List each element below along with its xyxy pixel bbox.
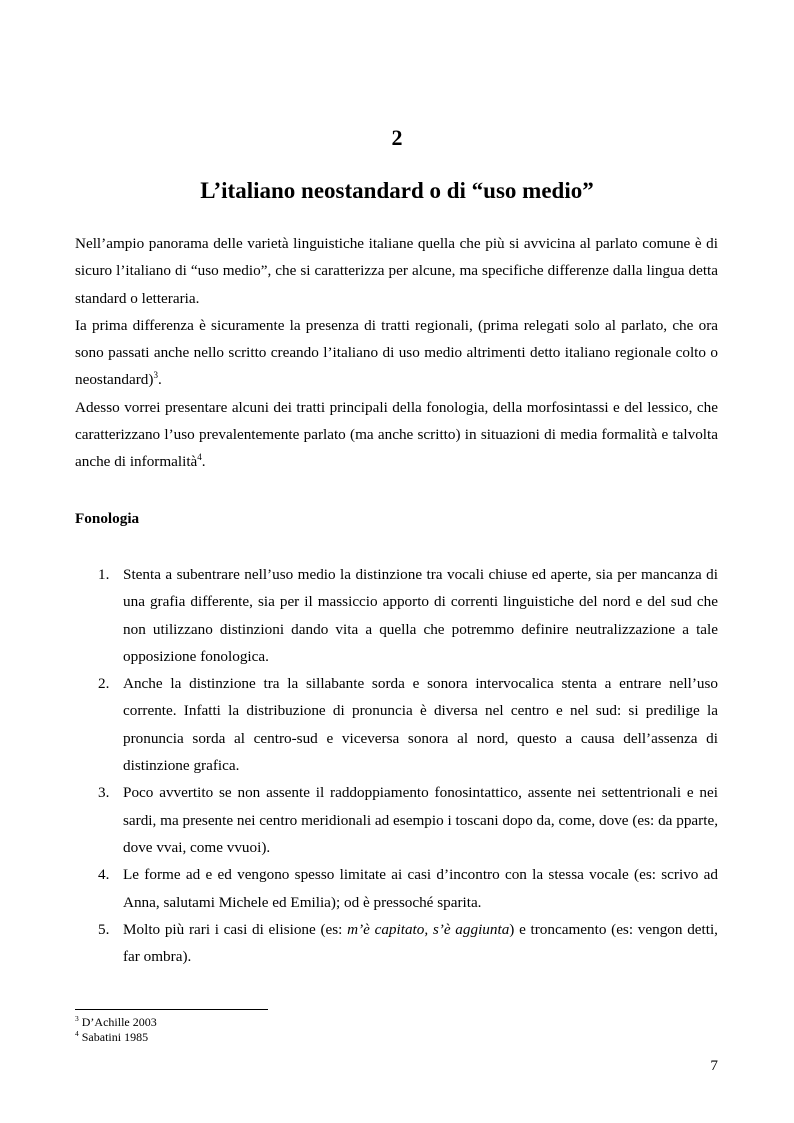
footnote-ref-3: 3 <box>153 370 158 381</box>
list-item-number: 1. <box>98 566 110 583</box>
page-number: 7 <box>710 1057 718 1074</box>
intro-paragraph-3-text: Adesso vorrei presentare alcuni dei tratti principali della fonologia, della morfosintassi e del lessico, che caratterizzano l’uso prevalentemente parlato (ma anche scritto) in situazioni di media formalità e talvolta anche di informalità <box>75 398 718 471</box>
list-item-text-end: ) e troncamento (es: vengon detti, far ombra). <box>123 920 718 966</box>
footnote-text: Sabatini 1985 <box>81 1030 149 1044</box>
intro-text <box>75 230 718 476</box>
chapter-title: L’italiano neostandard o di “uso medio” <box>200 178 594 203</box>
footnotes <box>75 1015 157 1045</box>
list-item-number: 5. <box>98 920 110 938</box>
list-item-text-start: Molto più rari i casi di elisione (es: <box>123 920 348 938</box>
footnote-number: 4 <box>75 1029 79 1038</box>
intro-paragraph-3 <box>75 394 718 476</box>
list-item-number: 2. <box>98 675 110 693</box>
chapter-number: 2 <box>391 125 403 150</box>
intro-paragraph-2 <box>75 312 718 394</box>
list-item <box>75 561 718 670</box>
list-item-text: Poco avvertito se non assente il raddoppiamento fonosintattico, assente nei settentrionali e nei sardi, ma presente nei centro meridionali ad esempio i toscani dopo da, come, dove (es: da pparte, dove vvai, come vvuoi). <box>123 784 718 856</box>
section-heading: Fonologia <box>75 510 140 527</box>
list-item-text: Stenta a subentrare nell’uso medio la distinzione tra vocali chiuse ed aperte, sia per mancanza di una grafia differente, sia per il massiccio apporto di correnti linguistiche del nord e del sud che non utilizzano distinzioni dando vita a quella che potremmo definire neutralizzazione a tale opposizione fonologica. <box>123 566 718 665</box>
intro-paragraph-2-text: Ia prima differenza è sicuramente la presenza di tratti regionali, (prima relegati solo al parlato, che ora sono passati anche nello scritto creando l’italiano di uso medio altrimenti detto italiano regionale colto o neostandard) <box>75 316 718 389</box>
intro-paragraph-1-text: Nell’ampio panorama delle varietà linguistiche italiane quella che più si avvicina al parlato comune è di sicuro l’italiano di “uso medio”, che si caratterizza per alcune, ma specifiche differenze dalla lingua detta standard o letteraria. <box>75 235 718 307</box>
list-item <box>75 670 718 779</box>
list-item-text: Anche la distinzione tra la sillabante sorda e sonora intervocalica stenta a entrare nell’uso corrente. Infatti la distribuzione di pronuncia è diversa nel centro e nel sud: si predilige la pronuncia sorda al centro-sud e viceversa sonora al nord, questo a causa dell’assenza di distinzione grafica. <box>123 675 718 775</box>
list-item-example-italic: m’è capitato, s’è aggiunta <box>347 920 510 938</box>
list-item-text: Le forme ad e ed vengono spesso limitate ai casi d’incontro con la stessa vocale (es: scrivo ad Anna, salutami Michele ed Emilia); od è pressoché sparita. <box>123 866 718 911</box>
numbered-list <box>75 561 718 970</box>
footnote-separator <box>75 1009 268 1010</box>
list-item <box>75 916 718 971</box>
footnote-text: D’Achille 2003 <box>81 1015 157 1029</box>
list-item-number: 3. <box>98 784 110 802</box>
footnote <box>75 1015 157 1030</box>
intro-paragraph-1 <box>75 230 718 312</box>
footnote-number: 3 <box>75 1014 79 1023</box>
intro-paragraph-2-end: . <box>157 371 162 389</box>
footnote-ref-4: 4 <box>197 452 202 463</box>
footnote <box>75 1030 157 1045</box>
list-item-number: 4. <box>98 866 110 884</box>
list-item <box>75 861 718 916</box>
list-item <box>75 779 718 861</box>
intro-paragraph-3-end: . <box>201 453 206 471</box>
